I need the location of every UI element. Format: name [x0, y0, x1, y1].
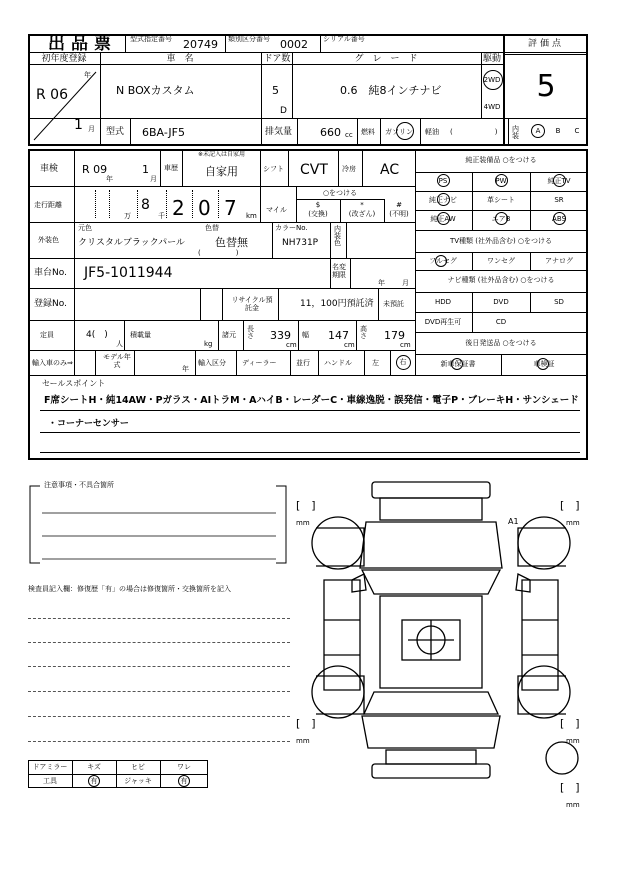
mm-bl: mm	[296, 737, 310, 745]
tv-analog: アナログ	[545, 257, 573, 265]
person-unit: 人	[116, 340, 123, 348]
reg-no-label: 登録No.	[34, 299, 67, 309]
mm-bracket-bl: [ ]	[296, 717, 316, 730]
equip-pw: PW	[495, 177, 507, 185]
asterisk-mark: *	[360, 201, 364, 209]
length: 339	[270, 329, 291, 342]
fuel-diesel: 軽油	[425, 128, 439, 136]
later-cert-circle	[537, 358, 549, 370]
navi-dvd-play: DVD再生可	[424, 318, 462, 326]
legend-jack: ジャッキ	[124, 777, 152, 785]
parallel-option: 並行	[296, 359, 310, 367]
mile-label: マイル	[266, 206, 287, 214]
legend-jack-yes: 有	[180, 777, 188, 785]
fuel-gas: ガソリン	[385, 128, 413, 136]
model: 6BA-JF5	[142, 126, 185, 139]
sales-line-2: ・コーナーセンサー	[48, 419, 129, 429]
drive-label: 駆動	[482, 54, 502, 64]
equip-tv: 純正TV	[547, 177, 571, 185]
legend-mirror: ドアミラー	[32, 763, 68, 771]
mileage-digit-4: 2	[172, 196, 185, 220]
equip-navi-circle	[437, 193, 450, 206]
page-title: 出品票	[48, 34, 117, 54]
color-no-label: カラーNo.	[275, 224, 308, 232]
caution-bracket	[28, 485, 288, 565]
legend-jack-circle	[178, 775, 190, 787]
legend-tools-yes: 有	[90, 777, 98, 785]
equip-airbag-circle	[495, 212, 508, 225]
equip-pw-circle	[495, 174, 508, 187]
mark-note: ○をつける	[322, 189, 358, 197]
equip-aw: 純正AW	[430, 215, 456, 223]
displacement-label: 排気量	[265, 127, 293, 137]
later-warranty: 新車保証書	[440, 360, 476, 368]
handle-right: 右	[399, 358, 407, 366]
import-year-mark: 年	[182, 365, 189, 373]
interior-a: A	[535, 127, 541, 135]
drive-2wd: 2WD	[483, 76, 501, 84]
repaint-paren: ( )	[198, 249, 239, 257]
recycle-unpaid: 未預託	[383, 300, 404, 308]
first-reg-label: 初年度登録	[41, 54, 87, 64]
cm-unit-1: cm	[286, 341, 297, 349]
mm-bracket-tr: [ ]	[560, 499, 580, 512]
height: 179	[384, 329, 405, 342]
chassis-no: JF5-1011944	[84, 265, 173, 281]
color-sub-label: 元色	[78, 224, 92, 232]
import-type-label: 輸入区分	[198, 359, 226, 367]
navi-hdd: HDD	[434, 298, 452, 306]
sales-line-1: F席シートH・純14AW・Pガラス・AIトラM・AハイB・レーダーC・車線逸脱・誤発信・電子P・ブレーキH・サンシェード	[44, 395, 579, 406]
tv-fullseg: フルセグ	[429, 257, 457, 265]
load-label: 積載量	[130, 331, 151, 339]
first-reg-era: R 06	[36, 87, 68, 103]
equip-tv-circle	[553, 174, 566, 187]
serial-label: シリアル番号	[323, 35, 365, 43]
name-change-label: 名変期限	[332, 263, 346, 279]
kg-unit: kg	[204, 340, 213, 348]
handle-label: ハンドル	[324, 359, 352, 367]
grade-label: グ レ ー ド	[354, 54, 418, 64]
equip-abs-circle	[553, 212, 566, 225]
mm-bracket-br: [ ]	[560, 717, 580, 730]
mm-spare: mm	[566, 801, 580, 809]
grade-score-label: 評価点	[527, 39, 565, 49]
model-year-label: モデル年式	[103, 353, 131, 369]
cc-unit: cc	[345, 131, 353, 139]
height-label: 高さ	[360, 325, 367, 340]
legend-break: ワレ	[177, 763, 191, 771]
repaint: 色替無	[215, 236, 248, 249]
name-change-year: 年	[378, 279, 385, 287]
inspector-label: 検査員記入欄：修復歴「有」の場合は修復箇所・交換箇所を記入	[28, 585, 231, 593]
chassis-label: 車台No.	[34, 268, 67, 278]
interior-b: B	[555, 127, 561, 135]
sales-label: セールスポイント	[42, 379, 106, 388]
dealer-option: ディーラー	[242, 359, 277, 367]
mm-tr: mm	[566, 519, 580, 527]
legend-scratch: キズ	[87, 763, 101, 771]
km-unit: km	[246, 212, 257, 220]
recycle: 11，100円預託済	[300, 299, 374, 309]
equip-navi: 純正ナビ	[429, 196, 457, 204]
int-color-label: 内装色	[334, 225, 341, 247]
color-no: NH731P	[282, 238, 319, 248]
navi-title: ナビ種類 (社外品含む) ○をつける	[447, 276, 555, 284]
navi-cd: CD	[495, 318, 507, 326]
doors-label: ドア数	[263, 54, 291, 64]
car-name: N BOXカスタム	[116, 84, 195, 97]
doors: 5	[272, 84, 279, 97]
dollar-mark: $	[315, 201, 321, 209]
class-no-label: 類別区分番号	[228, 35, 270, 43]
mm-br: mm	[566, 737, 580, 745]
door-type: D	[280, 106, 287, 116]
hash-mark: #	[396, 201, 402, 209]
car-body-diagram	[290, 470, 590, 790]
damage-code: A1	[508, 517, 519, 526]
year-mark: 年	[84, 71, 91, 79]
equip-abs: ABS	[552, 215, 566, 223]
inspection-month: 1	[142, 163, 149, 176]
inspection-label: 車検	[40, 164, 59, 174]
later-title: 後日発送品 ○をつける	[465, 339, 537, 347]
fuel-label: 燃料	[361, 128, 375, 136]
dims-label: 諸元	[222, 331, 236, 339]
sen-unit: 千	[158, 212, 165, 220]
history: 自家用	[205, 165, 238, 178]
history-label: 車歴	[164, 164, 178, 172]
shift-label: シフト	[263, 165, 284, 173]
repaint-label: 色替	[205, 224, 219, 232]
navi-dvd: DVD	[493, 298, 509, 306]
month-mark: 月	[88, 125, 95, 133]
length-label: 長さ	[247, 325, 254, 340]
model-label: 型式	[106, 127, 125, 137]
equip-aw-circle	[437, 212, 450, 225]
grade: 0.6 純8インチナビ	[340, 84, 442, 97]
legend-crack: ヒビ	[131, 763, 145, 771]
equip-ps: PS	[438, 177, 448, 185]
shift: CVT	[300, 162, 328, 178]
capacity-label: 定員	[40, 331, 54, 339]
ac-label: 冷房	[342, 165, 356, 173]
ext-color: クリスタルブラックパール	[78, 238, 185, 248]
mm-tl: mm	[296, 519, 310, 527]
fuel-gas-circle	[396, 122, 414, 140]
class-no: 0002	[280, 38, 308, 51]
drive-4wd: 4WD	[483, 103, 501, 111]
width: 147	[328, 329, 349, 342]
import-label: 輸入車のみ⇒	[32, 359, 73, 367]
equip-ps-circle	[437, 174, 450, 187]
ac: AC	[380, 162, 400, 178]
unknown-label: (不明)	[389, 210, 409, 218]
equip-title: 純正装備品 ○をつける	[465, 156, 537, 164]
later-inspection-cert: 車検証	[533, 360, 555, 368]
navi-sd: SD	[554, 298, 564, 306]
capacity: 4( )	[86, 330, 108, 340]
ext-color-label: 外装色	[38, 236, 59, 244]
legend-tools-circle	[88, 775, 100, 787]
equip-leather: 革シート	[487, 196, 515, 204]
tv-fullseg-circle	[435, 255, 447, 267]
exchange-label: (交換)	[308, 210, 328, 218]
displacement: 660	[320, 126, 341, 139]
fuel-paren: ( )	[450, 128, 498, 136]
mileage-label: 走行距離	[34, 201, 62, 209]
interior-label: 内装	[512, 125, 519, 140]
width-label: 幅	[302, 331, 309, 339]
inspection-era: R 09	[82, 163, 108, 176]
mileage-digit-5: 0	[198, 196, 211, 220]
month-mark-2: 月	[150, 175, 157, 183]
mm-bracket-tl: [ ]	[296, 499, 316, 512]
car-name-label: 車 名	[166, 54, 194, 64]
mileage-digit-6: 7	[224, 196, 237, 220]
tv-oneseg: ワンセグ	[487, 257, 515, 265]
year-mark-2: 年	[106, 175, 113, 183]
type-no: 20749	[183, 38, 218, 51]
later-warranty-circle	[451, 358, 463, 370]
history-note: ※未記入は自家用	[198, 151, 246, 158]
equip-airbag: エアB	[491, 215, 511, 223]
grade-score: 5	[536, 69, 556, 104]
cm-unit-3: cm	[400, 341, 411, 349]
man-unit: 万	[124, 212, 131, 220]
recycle-label: リサイクル預託金	[231, 296, 273, 313]
first-reg-month: 1	[74, 117, 83, 133]
mileage-digit-3: 8	[141, 197, 150, 213]
tampered-label: (改ざん)	[348, 210, 376, 218]
handle-left: 左	[372, 359, 379, 367]
tv-title: TV種類 (社外品含む) ○をつける	[449, 237, 553, 245]
name-change-month: 月	[402, 279, 409, 287]
mm-bracket-spare: [ ]	[560, 781, 580, 794]
equip-sr: SR	[554, 196, 564, 204]
legend-tools: 工具	[43, 777, 57, 785]
type-no-label: 型式指定番号	[130, 35, 172, 43]
cm-unit-2: cm	[344, 341, 355, 349]
interior-c: C	[574, 127, 580, 135]
caution-label: 注意事項・不具合箇所	[44, 481, 114, 489]
